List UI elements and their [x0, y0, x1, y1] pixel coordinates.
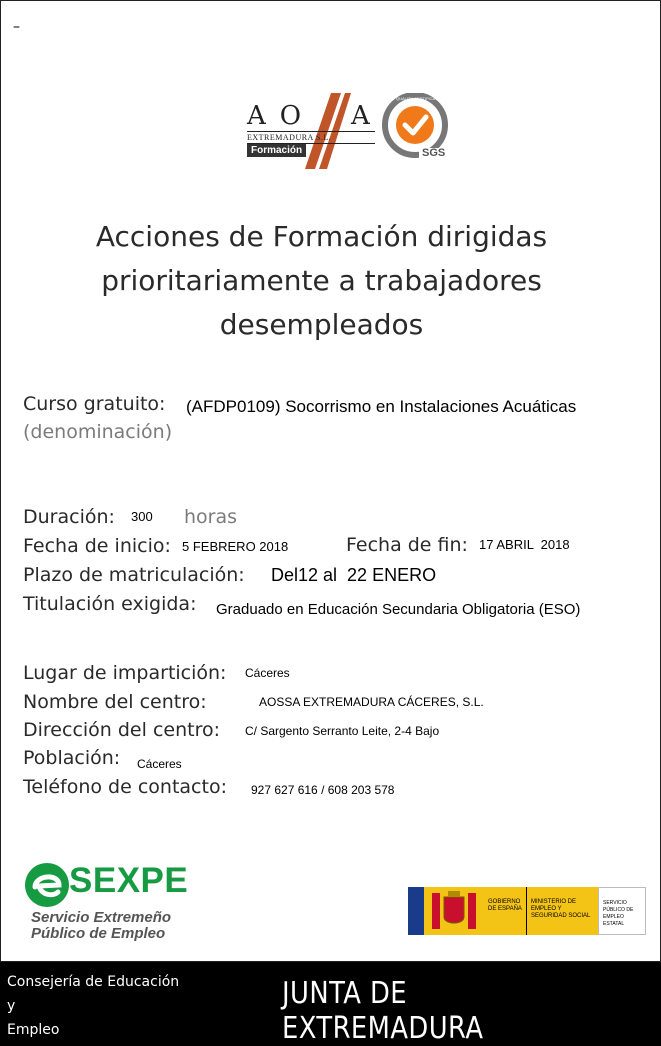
enrollment-value: Del12 al 22 ENERO [271, 565, 437, 585]
course-sublabel: (denominación) [23, 421, 173, 443]
start-date-label: Fecha de inicio: [23, 535, 171, 557]
sgs-ring-top-text: QUALITY CERTIFICATION [396, 96, 445, 101]
center-name-value: AOSSA EXTREMADURA CÁCERES, S.L. [259, 695, 484, 709]
phone-label: Teléfono de contacto: [23, 776, 227, 798]
title-line-3: desempleados [219, 308, 424, 341]
sgs-iso-text: ISO 9001 [377, 137, 394, 159]
qualification-label: Titulación exigida: [23, 593, 197, 615]
course-name: (AFDP0109) Socorrismo en Instalaciones Acuáticas [186, 397, 577, 416]
consejeria-label [7, 970, 187, 1042]
aossa-logo-letter-a: A [351, 101, 370, 131]
town-label: Población: [23, 747, 121, 769]
duration-value: 300 [131, 509, 153, 524]
town-value: Cáceres [137, 757, 182, 771]
sgs-certification-logo [377, 93, 448, 163]
sepe-text: SERVICIO PÚBLICO DE EMPLEO ESTATAL [598, 887, 646, 935]
end-date-label: Fecha de fin: [346, 534, 468, 556]
sexpe-line-1: Servicio Extremeño [31, 909, 172, 926]
address-label: Dirección del centro: [23, 719, 220, 741]
venue-value: Cáceres [245, 666, 290, 680]
qualification-value: Graduado en Educación Secundaria Obligatoria (ESO) [216, 601, 581, 618]
gobierno-espana-text: GOBIERNO DE ESPAÑA [484, 887, 526, 935]
end-date-value: 17 ABRIL 2018 [479, 537, 570, 552]
title-line-2: prioritariamente a trabajadores [101, 264, 542, 297]
consejeria-line-1: Consejería de Educación y [7, 974, 180, 1014]
junta-extremadura-label: JUNTA DE EXTREMADURA [282, 976, 484, 1046]
ministerio-empleo-text: MINISTERIO DE EMPLEO Y SEGURIDAD SOCIAL [526, 887, 598, 935]
aossa-logo-subtitle: EXTREMADURA S.L. [247, 131, 375, 144]
title-line-1: Acciones de Formación dirigidas [95, 220, 548, 253]
sexpe-logo [23, 859, 193, 945]
sgs-label: SGS [422, 147, 446, 159]
sexpe-name: SEXPE [69, 861, 189, 900]
sexpe-e-icon [23, 861, 71, 909]
phone-value: 927 627 616 / 608 203 578 [251, 783, 395, 797]
venue-label: Lugar de impartición: [23, 662, 227, 684]
enrollment-label: Plazo de matriculación: [23, 564, 245, 586]
consejeria-line-2: Empleo [7, 1022, 60, 1038]
duration-unit: horas [184, 506, 238, 528]
address-value: C/ Sargento Serranto Leite, 2-4 Bajo [245, 724, 440, 738]
duration-label: Duración: [23, 506, 115, 528]
start-date-value: 5 FEBRERO 2018 [182, 539, 289, 554]
eu-flag-icon [408, 887, 424, 935]
center-name-label: Nombre del centro: [23, 691, 207, 713]
aossa-logo-letters: AO [247, 101, 316, 131]
aossa-logo-band: Formación [247, 144, 306, 157]
sexpe-line-2: Público de Empleo [31, 925, 166, 942]
aossa-logo [247, 97, 377, 167]
spain-coat-of-arms-icon [424, 887, 484, 935]
government-logo-band [408, 887, 646, 937]
course-label: Curso gratuito: [23, 393, 166, 415]
corner-dash: – [13, 19, 20, 35]
